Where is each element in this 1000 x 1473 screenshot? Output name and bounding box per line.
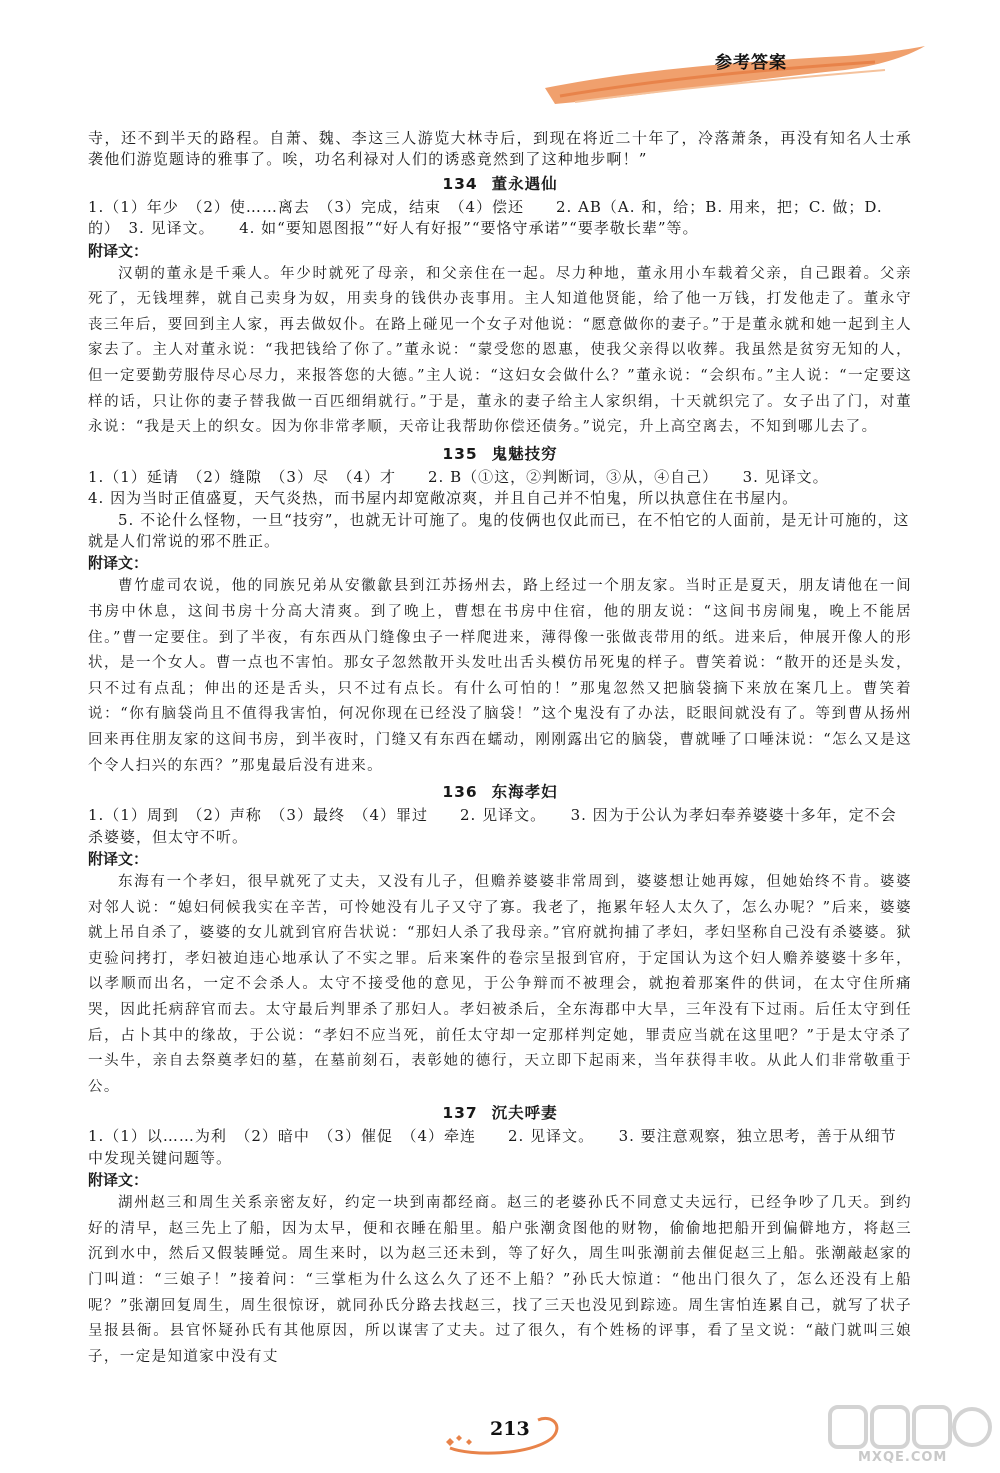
translation-label: 附译文： [88,1171,149,1190]
section-number: 136 [442,783,478,802]
section-136 [88,782,912,1100]
answer-line: 1.（1）以……为利 （2）暗中 （3）催促 （4）牵连 2. 见译文。 3. 要注意观察，独立思考，善于从细节中发现关键问题等。 [88,1127,897,1167]
section-number: 134 [442,174,478,193]
section-name: 董永遇仙 [491,174,558,193]
section-134 [88,174,912,441]
translation-text: 曹竹虚司农说，他的同族兄弟从安徽歙县到江苏扬州去，路上经过一个朋友家。当时正是夏天，朋友请他在一间书房中休息，这间书房十分高大清爽。到了晚上，曹想在书房中住宿，他的朋友说：“这间书房闹鬼，晚上不能居住。”曹一定要住。到了半夜，有东西从门缝像虫子一样爬进来，薄得像一张做丧带用的纸。进来后，伸展开像人的形状，是一个女人。曹一点也不害怕。那女子忽然散开头发吐出舌头模仿吊死鬼的样子。曹笑着说：“散开的还是头发，只不过有点乱；伸出的还是舌头，只不过有点长。有什么可怕的！”那鬼忽然又把脑袋摘下来放在案几上。曹笑着说：“你有脑袋尚且不值得我害怕，何况你现在已经没了脑袋！”这个鬼没有了办法，眨眼间就没有了。等到曹从扬州回来再住朋友家的这间书房，到半夜时，门缝又有东西在蠕动，刚刚露出它的脑袋，曹就唾了口唾沫说：“怎么又是这个令人扫兴的东西？”那鬼最后没有进来。 [88,578,912,774]
section-name: 沉夫呼妻 [491,1104,558,1123]
answer-line: 5. 不论什么怪物，一旦“技穷”，也就无计可施了。鬼的伎俩也仅此而已，在不怕它的人面前，是无计可施的，这就是人们常说的邪不胜正。 [88,510,910,550]
page-number: 213 [490,1418,530,1440]
section-title [88,444,912,465]
header-title: 参考答案 [715,53,787,73]
translation-text: 湖州赵三和周生关系亲密友好，约定一块到南都经商。赵三的老婆孙氏不同意丈夫远行，已经争吵了几天。到约好的清早，赵三先上了船，因为太早，便和衣睡在船里。船户张潮贪图他的财物，偷偷地把船开到偏僻地方，将赵三沉到水中，然后又假装睡觉。周生来时，以为赵三还未到，等了好久，周生叫张潮前去催促赵三上船。张潮敲赵家的门叫道：“三娘子！”接着问：“三掌柜为什么这么久了还不上船？”孙氏大惊道：“他出门很久了，怎么还没有上船呢？”张潮回复周生，周生很惊讶，就同孙氏分路去找赵三，找了三天也没见到踪迹。周生害怕连累自己，就写了状子呈报县衙。县官怀疑孙氏有其他原因，所以谋害了丈夫。过了很久，有个姓杨的评事，看了呈文说：“敲门就叫三娘子，一定是知道家中没有丈 [88,1195,912,1365]
intro-paragraph: 寺，还不到半天的路程。自萧、魏、李这三人游览大林寺后，到现在将近二十年了，冷落萧条，再没有知名人士承袭他们游览题诗的雅事了。唉，功名利禄对人们的诱惑竟然到了这种地步啊！” [88,129,912,169]
answer-line: 1.（1）延请 （2）缝隙 （3）尽 （4）才 2. B（①这，②判断词，③从，④自己） 3. 见译文。 [88,467,829,486]
translation-text: 汉朝的董永是千乘人。年少时就死了母亲，和父亲住在一起。尽力种地，董永用小车载着父亲，自己跟着。父亲死了，无钱埋葬，就自己卖身为奴，用卖身的钱供办丧事用。主人知道他贤能，给了他一万钱，打发他走了。董永守丧三年后，要回到主人家，再去做奴仆。在路上碰见一个女子对他说：“愿意做你的妻子。”于是董永就和她一起到主人家去了。主人对董永说：“我把钱给了你了。”董永说：“蒙受您的恩惠，使我父亲得以收葬。我虽然是贫穷无知的人，但一定要勤劳服侍尽心尽力，来报答您的大德。”主人说：“这妇女会做什么？”董永说：“会织布。”主人说：“一定要这样的话，只让你的妻子替我做一百匹细绢就行。”于是，董永的妻子给主人家织绢，十天就织完了。女子出了门，对董永说：“我是天上的织女。因为你非常孝顺，天帝让我帮助你偿还债务。”说完，升上高空离去，不知到哪儿去了。 [88,265,912,436]
answer-line: 4. 因为当时正值盛夏，天气炎热，而书屋内却宽敞凉爽，并且自己并不怕鬼，所以执意住在书屋内。 [88,489,799,508]
section-137 [88,1103,912,1370]
section-title [88,782,912,803]
translation-label: 附译文： [88,554,149,573]
section-number: 137 [442,1104,478,1123]
answer-line: 1.（1）周到 （2）声称 （3）最终 （4）罪过 2. 见译文。 3. 因为于公认为孝妇奉养婆婆十多年，定不会杀婆婆，但太守不听。 [88,806,897,846]
section-name: 东海孝妇 [491,783,558,802]
section-title [88,174,912,195]
section-name: 鬼魅技穷 [491,444,558,463]
answer-content [88,128,912,1370]
translation-text: 东海有一个孝妇，很早就死了丈夫，又没有儿子，但赡养婆婆非常周到，婆婆想让她再嫁，但她始终不肯。婆婆对邻人说：“媳妇伺候我实在辛苦，可怜她没有儿子又守了寡。我老了，拖累年轻人太久了，怎么办呢？”后来，婆婆就上吊自杀了，婆婆的女儿就到官府告状说：“那妇人杀了我母亲。”官府就拘捕了孝妇，孝妇坚称自己没有杀婆婆。狱吏验问拷打，孝妇被迫违心地承认了不实之罪。后来案件的卷宗呈报到官府，于定国认为这个妇人赡养婆婆十多年，以孝顺而出名，一定不会杀人。太守不接受他的意见，于公争辩而不被理会，就抱着那案件的供词，在太守住所痛哭，因此托病辞官而去。太守最后判罪杀了那妇人。孝妇被杀后，全东海郡中大旱，三年没有下过雨。后任太守到任后，占卜其中的缘故，于公说：“孝妇不应当死，前任太守却一定那样判定她，罪责应当就在这里吧？”于是太守杀了一头牛，亲自去祭奠孝妇的墓，在墓前刻石，表彰她的德行，天立即下起雨来，当年获得丰收。从此人们非常敬重于公。 [88,873,912,1095]
watermark-text: MXQE.COM [858,1450,948,1465]
translation-label: 附译文： [88,241,149,260]
section-number: 135 [442,444,478,463]
answer-line: 1.（1）年少 （2）使……离去 （3）完成，结束 （4）偿还 2. AB（A. 和，给；B. 用来，把；C. 做；D. 的） 3. 见译文。 4. 如“要知恩图报”“好人有好报”“要恪守承诺”“要孝敬长辈”等。 [88,197,883,238]
section-135 [88,444,912,779]
section-title [88,1103,912,1124]
translation-label: 附译文： [88,849,149,868]
